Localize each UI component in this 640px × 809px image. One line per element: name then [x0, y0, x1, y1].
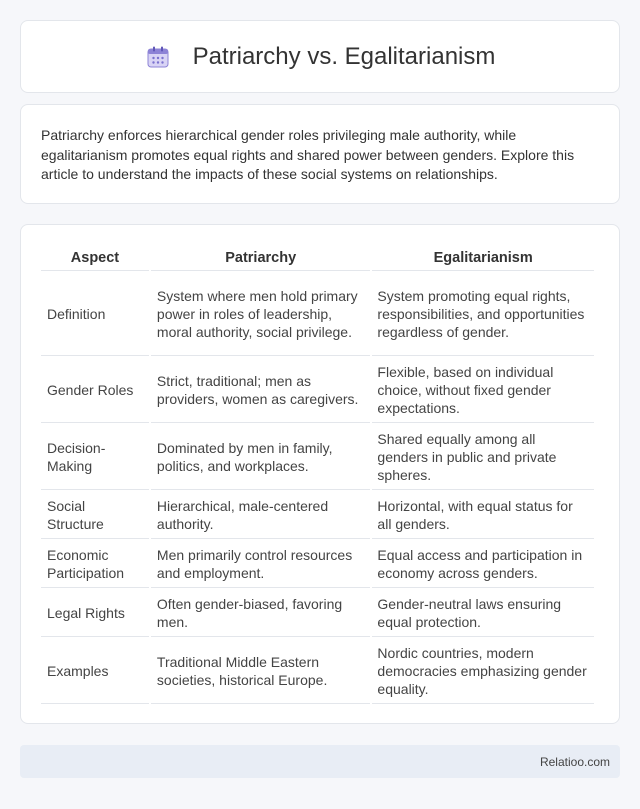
cell-aspect: Gender Roles — [41, 358, 149, 423]
cell-patriarchy: Men primarily control resources and employment. — [151, 541, 371, 588]
table-row — [41, 590, 594, 637]
calendar-icon — [145, 44, 171, 70]
cell-aspect: Economic Participation — [41, 541, 149, 588]
comparison-card — [20, 224, 620, 724]
cell-patriarchy: Often gender-biased, favoring men. — [151, 590, 371, 637]
cell-patriarchy: Hierarchical, male-centered authority. — [151, 492, 371, 539]
comparison-table — [39, 243, 596, 706]
footer-brand: Relatioo.com — [539, 754, 610, 769]
cell-aspect: Examples — [41, 639, 149, 704]
table-row — [41, 639, 594, 704]
table-header-row — [41, 245, 594, 271]
table-row — [41, 358, 594, 423]
cell-patriarchy: Strict, traditional; men as providers, women as caregivers. — [151, 358, 371, 423]
header-aspect: Aspect — [41, 245, 149, 271]
page-title: Patriarchy vs. Egalitarianism — [192, 42, 496, 70]
table-row — [41, 541, 594, 588]
cell-egalitarianism: Equal access and participation in economy across genders. — [372, 541, 594, 588]
cell-egalitarianism: Flexible, based on individual choice, without fixed gender expectations. — [372, 358, 594, 423]
cell-aspect: Decision-Making — [41, 425, 149, 490]
intro-card — [20, 104, 620, 204]
intro-paragraph: Patriarchy enforces hierarchical gender roles privileging male authority, while egalitarianism promotes equal rights and shared power between genders. Explore this article to understand the impacts of these social systems on relationships. — [41, 127, 575, 182]
cell-patriarchy: Traditional Middle Eastern societies, historical Europe. — [151, 639, 371, 704]
cell-patriarchy: System where men hold primary power in roles of leadership, moral authority, social privilege. — [151, 273, 371, 356]
cell-aspect: Legal Rights — [41, 590, 149, 637]
header-egalitarianism: Egalitarianism — [372, 245, 594, 271]
title-card — [20, 20, 620, 93]
cell-patriarchy: Dominated by men in family, politics, and workplaces. — [151, 425, 371, 490]
cell-egalitarianism: Horizontal, with equal status for all genders. — [372, 492, 594, 539]
cell-egalitarianism: Nordic countries, modern democracies emphasizing gender equality. — [372, 639, 594, 704]
header-patriarchy: Patriarchy — [151, 245, 371, 271]
table-row — [41, 273, 594, 356]
footer-bar — [20, 745, 620, 778]
cell-egalitarianism: Shared equally among all genders in public and private spheres. — [372, 425, 594, 490]
cell-egalitarianism: System promoting equal rights, responsibilities, and opportunities regardless of gender. — [372, 273, 594, 356]
cell-aspect: Definition — [41, 273, 149, 356]
title-wrap — [145, 43, 496, 71]
cell-egalitarianism: Gender-neutral laws ensuring equal protection. — [372, 590, 594, 637]
cell-aspect: Social Structure — [41, 492, 149, 539]
table-row — [41, 492, 594, 539]
table-row — [41, 425, 594, 490]
